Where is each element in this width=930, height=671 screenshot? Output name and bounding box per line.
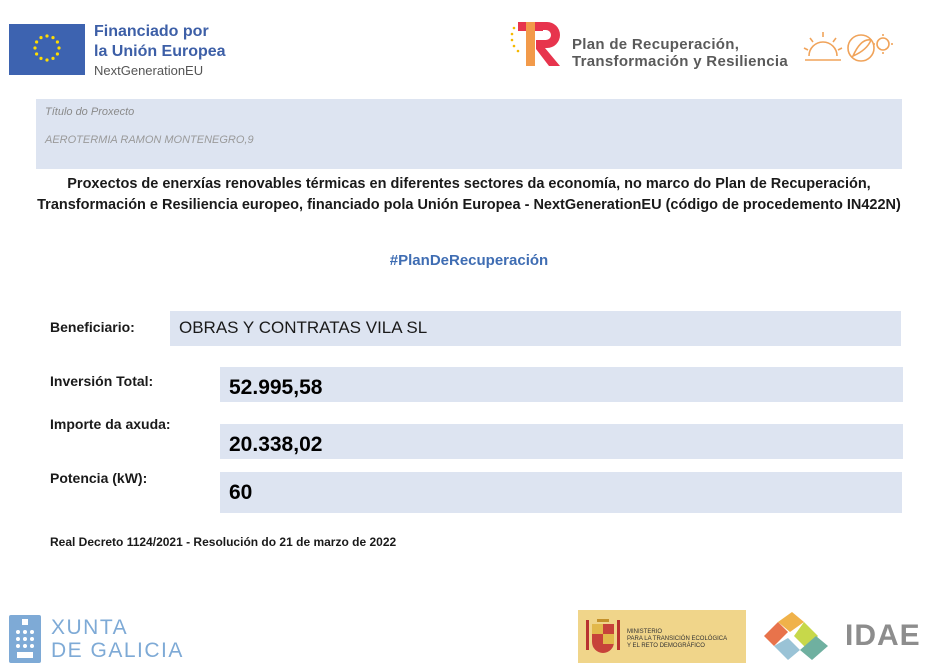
ministry-line-1: MINISTERIO: [627, 629, 663, 635]
sun-leaf-icon: [801, 26, 894, 68]
aid-box: [220, 424, 903, 459]
plan-line-1: Plan de Recuperación,: [572, 36, 740, 53]
xunta-line-1: XUNTA: [51, 616, 129, 639]
recovery-plan-logo: [509, 18, 566, 70]
ministry-line-3: Y EL RETO DEMOGRÁFICO: [627, 643, 705, 649]
idae-logo: [760, 610, 838, 662]
power-label: Potencia (kW):: [50, 470, 148, 486]
investment-label: Inversión Total:: [50, 373, 154, 389]
eu-line-3: NextGenerationEU: [94, 63, 204, 78]
project-title-value: AEROTERMIA RAMON MONTENEGRO,9: [45, 134, 254, 146]
beneficiary-label: Beneficiario:: [50, 319, 135, 335]
idae-text: IDAE: [845, 619, 921, 652]
decree-text: Real Decreto 1124/2021 - Resolución do 21 de marzo de 2022: [50, 535, 397, 549]
investment-value: 52.995,58: [229, 376, 323, 399]
power-box: [220, 472, 902, 513]
xunta-coat-icon: [8, 614, 42, 664]
aid-label: Importe da axuda:: [50, 416, 171, 432]
program-description: Proxectos de enerxías renovables térmicas en diferentes sectores da economía, no marco do Plan de Recuperación, Transformación e Resiliencia europeo, financiado pola Unión Europea - NextGenerationEU (código de procedemento IN422N): [37, 176, 901, 213]
ministry-shield-icon: [586, 616, 620, 656]
xunta-text: [51, 616, 184, 662]
project-title-label: Título do Proxecto: [45, 106, 135, 118]
power-value: 60: [229, 481, 253, 504]
beneficiary-value: OBRAS Y CONTRATAS VILA SL: [179, 318, 428, 337]
ministry-text: [627, 629, 727, 650]
hashtag: #PlanDeRecuperación: [389, 252, 549, 269]
eu-flag-icon: [9, 24, 85, 75]
investment-box: [220, 367, 903, 402]
eu-line-2: la Unión Europea: [94, 43, 226, 60]
aid-value: 20.338,02: [229, 433, 323, 456]
eu-line-1: Financiado por: [94, 23, 209, 40]
ministry-line-2: PARA LA TRANSICIÓN ECOLÓGICA: [627, 636, 728, 642]
xunta-line-2: DE GALICIA: [51, 639, 184, 662]
recovery-plan-text: [572, 36, 788, 70]
plan-line-2: Transformación y Resiliencia: [572, 53, 788, 70]
eu-funding-text: [94, 22, 226, 80]
